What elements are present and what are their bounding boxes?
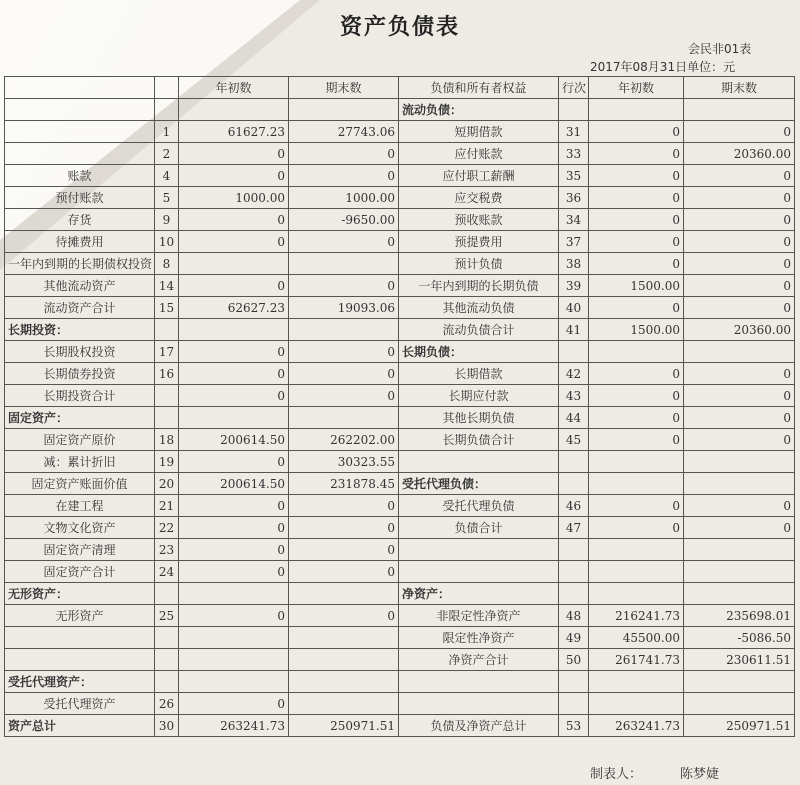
- table-row: [5, 363, 795, 385]
- liability-name: 预收账款: [399, 209, 559, 231]
- liability-row-no: 48: [559, 605, 589, 627]
- liability-begin-value: 1500.00: [589, 319, 684, 341]
- asset-name: [5, 627, 155, 649]
- liability-row-no: 33: [559, 143, 589, 165]
- asset-end-value: 0: [289, 363, 399, 385]
- liability-end-header: 期末数: [684, 77, 795, 99]
- table-row: [5, 605, 795, 627]
- asset-name: 文物文化资产: [5, 517, 155, 539]
- table-row: [5, 319, 795, 341]
- liability-end-value: [684, 451, 795, 473]
- table-row: [5, 341, 795, 363]
- liability-begin-value: 0: [589, 165, 684, 187]
- liability-end-value: [684, 99, 795, 121]
- table-row: [5, 297, 795, 319]
- liability-row-no: [559, 451, 589, 473]
- asset-name: 存货: [5, 209, 155, 231]
- asset-name: 固定资产原价: [5, 429, 155, 451]
- asset-row-no: 22: [155, 517, 179, 539]
- liability-name: 限定性净资产: [399, 627, 559, 649]
- asset-row-no: 8: [155, 253, 179, 275]
- asset-name: 固定资产合计: [5, 561, 155, 583]
- asset-end-value: [289, 627, 399, 649]
- liability-end-value: 0: [684, 517, 795, 539]
- liability-name: 应付职工薪酬: [399, 165, 559, 187]
- report-date-unit: 2017年08月31日单位：元: [590, 60, 736, 74]
- liability-name: 预计负债: [399, 253, 559, 275]
- liability-name: 应付账款: [399, 143, 559, 165]
- liability-begin-value: [589, 583, 684, 605]
- liability-name: [399, 693, 559, 715]
- asset-begin-value: 62627.23: [179, 297, 289, 319]
- liability-end-value: [684, 341, 795, 363]
- liability-end-value: 250971.51: [684, 715, 795, 737]
- asset-row-no: 20: [155, 473, 179, 495]
- asset-begin-value: 0: [179, 693, 289, 715]
- asset-begin-value: 0: [179, 451, 289, 473]
- table-row: [5, 517, 795, 539]
- liability-end-value: 0: [684, 231, 795, 253]
- table-row: [5, 693, 795, 715]
- table-row: [5, 385, 795, 407]
- liability-name: 负债合计: [399, 517, 559, 539]
- table-row: [5, 99, 795, 121]
- liability-row-no: 35: [559, 165, 589, 187]
- asset-row-no: [155, 671, 179, 693]
- liability-end-value: 0: [684, 187, 795, 209]
- asset-end-value: 250971.51: [289, 715, 399, 737]
- liability-end-value: [684, 693, 795, 715]
- asset-end-value: [289, 99, 399, 121]
- asset-begin-value: 1000.00: [179, 187, 289, 209]
- asset-end-value: 30323.55: [289, 451, 399, 473]
- asset-name: 流动资产合计: [5, 297, 155, 319]
- liability-begin-value: 0: [589, 297, 684, 319]
- asset-row-no: [155, 649, 179, 671]
- liability-row-no: 43: [559, 385, 589, 407]
- asset-row-no: 16: [155, 363, 179, 385]
- liability-begin-value: [589, 451, 684, 473]
- liability-end-value: 20360.00: [684, 319, 795, 341]
- liability-begin-header: 年初数: [589, 77, 684, 99]
- asset-end-value: [289, 649, 399, 671]
- asset-end-value: 231878.45: [289, 473, 399, 495]
- asset-row-no: 18: [155, 429, 179, 451]
- asset-name: 在建工程: [5, 495, 155, 517]
- asset-row-no: [155, 319, 179, 341]
- liability-name: 其他流动负债: [399, 297, 559, 319]
- table-row: [5, 671, 795, 693]
- liability-name: 受托代理负债: [399, 495, 559, 517]
- liability-begin-value: [589, 473, 684, 495]
- asset-end-value: 0: [289, 517, 399, 539]
- asset-begin-value: 0: [179, 209, 289, 231]
- liability-end-value: [684, 539, 795, 561]
- asset-begin-value: 0: [179, 495, 289, 517]
- liability-name: [399, 671, 559, 693]
- asset-row-no: 25: [155, 605, 179, 627]
- asset-end-value: 0: [289, 275, 399, 297]
- asset-name: 固定资产：: [5, 407, 155, 429]
- liability-name: 长期负债合计: [399, 429, 559, 451]
- asset-row-no: 26: [155, 693, 179, 715]
- asset-row-no: 19: [155, 451, 179, 473]
- liability-row-no: [559, 341, 589, 363]
- asset-row-no: [155, 385, 179, 407]
- asset-name: 账款: [5, 165, 155, 187]
- page-title: 资产负债表: [339, 14, 460, 40]
- asset-name: 待摊费用: [5, 231, 155, 253]
- asset-row-no: 23: [155, 539, 179, 561]
- asset-name: 预付账款: [5, 187, 155, 209]
- asset-begin-value: 0: [179, 275, 289, 297]
- preparer-label: 制表人：: [590, 767, 643, 782]
- liability-row-no: [559, 561, 589, 583]
- asset-end-value: 0: [289, 495, 399, 517]
- liability-name: 短期借款: [399, 121, 559, 143]
- liability-name: [399, 451, 559, 473]
- liability-row-no: 39: [559, 275, 589, 297]
- liability-row-no: 41: [559, 319, 589, 341]
- table-row: [5, 495, 795, 517]
- liability-name: 长期应付款: [399, 385, 559, 407]
- asset-name: 一年内到期的长期债权投资: [5, 253, 155, 275]
- asset-end-value: 0: [289, 561, 399, 583]
- liability-begin-value: 0: [589, 517, 684, 539]
- asset-name: [5, 121, 155, 143]
- liability-row-no: [559, 473, 589, 495]
- asset-row-no: 9: [155, 209, 179, 231]
- asset-row-no: 24: [155, 561, 179, 583]
- liability-name: [399, 539, 559, 561]
- asset-name: [5, 99, 155, 121]
- asset-begin-value: 0: [179, 605, 289, 627]
- liability-begin-value: 0: [589, 209, 684, 231]
- asset-end-value: 0: [289, 165, 399, 187]
- liability-row-no: [559, 671, 589, 693]
- asset-end-value: 262202.00: [289, 429, 399, 451]
- liability-name: 受托代理负债：: [399, 473, 559, 495]
- liability-name-header: 负债和所有者权益: [399, 77, 559, 99]
- liability-end-value: 0: [684, 275, 795, 297]
- liability-end-value: 0: [684, 297, 795, 319]
- asset-end-value: 0: [289, 385, 399, 407]
- asset-begin-value: 0: [179, 341, 289, 363]
- liability-begin-value: 0: [589, 253, 684, 275]
- asset-name: [5, 649, 155, 671]
- asset-end-value: 0: [289, 539, 399, 561]
- asset-begin-value: [179, 649, 289, 671]
- asset-name: 减：累计折旧: [5, 451, 155, 473]
- liability-begin-value: 45500.00: [589, 627, 684, 649]
- asset-name: 固定资产账面价值: [5, 473, 155, 495]
- liability-row-no: 36: [559, 187, 589, 209]
- liability-begin-value: 0: [589, 231, 684, 253]
- asset-name: 无形资产：: [5, 583, 155, 605]
- table-row: [5, 143, 795, 165]
- liability-row-no: [559, 583, 589, 605]
- table-row: [5, 231, 795, 253]
- liability-row-no: 49: [559, 627, 589, 649]
- liability-name: 一年内到期的长期负债: [399, 275, 559, 297]
- liability-name: 其他长期负债: [399, 407, 559, 429]
- table-row: [5, 407, 795, 429]
- table-row: [5, 539, 795, 561]
- asset-row-no-header: [155, 77, 179, 99]
- preparer-name: 陈梦婕: [680, 767, 720, 782]
- asset-name: 长期债券投资: [5, 363, 155, 385]
- liability-end-value: 0: [684, 165, 795, 187]
- liability-row-no: 44: [559, 407, 589, 429]
- asset-name: 长期投资合计: [5, 385, 155, 407]
- liability-begin-value: 261741.73: [589, 649, 684, 671]
- liability-begin-value: [589, 693, 684, 715]
- liability-begin-value: 0: [589, 363, 684, 385]
- form-code: 会民非01表: [688, 42, 752, 56]
- asset-end-value: 19093.06: [289, 297, 399, 319]
- asset-begin-value: 0: [179, 385, 289, 407]
- liability-name: [399, 561, 559, 583]
- asset-name: 长期股权投资: [5, 341, 155, 363]
- asset-name: 其他流动资产: [5, 275, 155, 297]
- asset-row-no: 21: [155, 495, 179, 517]
- table-header-row: [5, 77, 795, 99]
- asset-name: 无形资产: [5, 605, 155, 627]
- liability-name: 非限定性净资产: [399, 605, 559, 627]
- liability-name: 流动负债：: [399, 99, 559, 121]
- table-row: [5, 583, 795, 605]
- asset-name: 资产总计: [5, 715, 155, 737]
- liability-end-value: 20360.00: [684, 143, 795, 165]
- liability-name: 应交税费: [399, 187, 559, 209]
- asset-begin-header: 年初数: [179, 77, 289, 99]
- liability-name: 净资产：: [399, 583, 559, 605]
- liability-row-no: 45: [559, 429, 589, 451]
- asset-row-no: 2: [155, 143, 179, 165]
- table-row: [5, 275, 795, 297]
- liability-end-value: 0: [684, 121, 795, 143]
- asset-row-no: [155, 99, 179, 121]
- liability-end-value: 0: [684, 385, 795, 407]
- asset-row-no: 14: [155, 275, 179, 297]
- liability-row-no: 47: [559, 517, 589, 539]
- liability-begin-value: [589, 561, 684, 583]
- liability-row-no: 50: [559, 649, 589, 671]
- asset-row-no: 4: [155, 165, 179, 187]
- asset-end-value: [289, 407, 399, 429]
- table-row: [5, 649, 795, 671]
- asset-row-no: [155, 407, 179, 429]
- liability-begin-value: 216241.73: [589, 605, 684, 627]
- asset-end-value: [289, 319, 399, 341]
- liability-end-value: [684, 671, 795, 693]
- asset-end-value: 0: [289, 341, 399, 363]
- asset-end-value: 0: [289, 231, 399, 253]
- asset-begin-value: [179, 319, 289, 341]
- liability-end-value: [684, 473, 795, 495]
- asset-row-no: 10: [155, 231, 179, 253]
- asset-begin-value: 200614.50: [179, 429, 289, 451]
- asset-end-header: 期末数: [289, 77, 399, 99]
- liability-row-no: 37: [559, 231, 589, 253]
- asset-name: 长期投资：: [5, 319, 155, 341]
- asset-begin-value: 0: [179, 143, 289, 165]
- asset-name: 受托代理资产: [5, 693, 155, 715]
- asset-begin-value: [179, 99, 289, 121]
- liability-row-no: 31: [559, 121, 589, 143]
- table-row: [5, 121, 795, 143]
- asset-begin-value: [179, 627, 289, 649]
- liability-begin-value: 0: [589, 429, 684, 451]
- liability-end-value: 0: [684, 363, 795, 385]
- asset-row-no: 1: [155, 121, 179, 143]
- liability-row-no: [559, 99, 589, 121]
- liability-end-value: 0: [684, 407, 795, 429]
- asset-row-no: [155, 627, 179, 649]
- asset-name: [5, 143, 155, 165]
- liability-name: 负债及净资产总计: [399, 715, 559, 737]
- table-row: [5, 715, 795, 737]
- liability-name: 长期借款: [399, 363, 559, 385]
- asset-end-value: [289, 693, 399, 715]
- asset-name: 固定资产清理: [5, 539, 155, 561]
- asset-row-no: 17: [155, 341, 179, 363]
- liability-begin-value: 1500.00: [589, 275, 684, 297]
- liability-end-value: 0: [684, 253, 795, 275]
- asset-end-value: [289, 671, 399, 693]
- liability-end-value: 0: [684, 209, 795, 231]
- asset-begin-value: [179, 583, 289, 605]
- asset-row-no: 15: [155, 297, 179, 319]
- asset-end-value: [289, 583, 399, 605]
- asset-end-value: 0: [289, 605, 399, 627]
- asset-begin-value: 0: [179, 363, 289, 385]
- liability-name: 长期负债：: [399, 341, 559, 363]
- asset-name: 受托代理资产：: [5, 671, 155, 693]
- asset-begin-value: 61627.23: [179, 121, 289, 143]
- liability-end-value: 0: [684, 495, 795, 517]
- table-row: [5, 209, 795, 231]
- liability-begin-value: [589, 341, 684, 363]
- table-row: [5, 253, 795, 275]
- table-row: [5, 561, 795, 583]
- liability-end-value: 0: [684, 429, 795, 451]
- liability-end-value: [684, 583, 795, 605]
- liability-begin-value: 0: [589, 495, 684, 517]
- liability-begin-value: 0: [589, 407, 684, 429]
- asset-row-no: 30: [155, 715, 179, 737]
- liability-row-no: 34: [559, 209, 589, 231]
- asset-begin-value: [179, 407, 289, 429]
- liability-row-no: [559, 693, 589, 715]
- liability-row-no: [559, 539, 589, 561]
- liability-end-value: [684, 561, 795, 583]
- liability-begin-value: [589, 99, 684, 121]
- table-row: [5, 473, 795, 495]
- liability-end-value: 230611.51: [684, 649, 795, 671]
- asset-row-no: 5: [155, 187, 179, 209]
- asset-begin-value: 0: [179, 561, 289, 583]
- asset-begin-value: 0: [179, 539, 289, 561]
- table-row: [5, 451, 795, 473]
- liability-begin-value: 0: [589, 143, 684, 165]
- table-row: [5, 627, 795, 649]
- table-row: [5, 429, 795, 451]
- liability-begin-value: 0: [589, 121, 684, 143]
- asset-end-value: -9650.00: [289, 209, 399, 231]
- asset-begin-value: [179, 671, 289, 693]
- asset-end-value: 27743.06: [289, 121, 399, 143]
- asset-begin-value: 200614.50: [179, 473, 289, 495]
- liability-begin-value: 0: [589, 187, 684, 209]
- liability-row-no: 38: [559, 253, 589, 275]
- asset-end-value: [289, 253, 399, 275]
- asset-row-no: [155, 583, 179, 605]
- liability-end-value: 235698.01: [684, 605, 795, 627]
- liability-name: 净资产合计: [399, 649, 559, 671]
- liability-name: 预提费用: [399, 231, 559, 253]
- liability-begin-value: [589, 671, 684, 693]
- asset-begin-value: 0: [179, 165, 289, 187]
- asset-begin-value: 263241.73: [179, 715, 289, 737]
- liability-row-no: 40: [559, 297, 589, 319]
- liability-begin-value: [589, 539, 684, 561]
- table-row: [5, 165, 795, 187]
- liability-row-no: 42: [559, 363, 589, 385]
- asset-end-value: 0: [289, 143, 399, 165]
- asset-end-value: 1000.00: [289, 187, 399, 209]
- liability-begin-value: 0: [589, 385, 684, 407]
- liability-row-no: 46: [559, 495, 589, 517]
- liability-end-value: -5086.50: [684, 627, 795, 649]
- liability-row-no: 53: [559, 715, 589, 737]
- table-row: [5, 187, 795, 209]
- asset-begin-value: 0: [179, 231, 289, 253]
- asset-begin-value: [179, 253, 289, 275]
- balance-sheet-table: [4, 76, 795, 737]
- liability-begin-value: 263241.73: [589, 715, 684, 737]
- asset-name-header: [5, 77, 155, 99]
- asset-begin-value: 0: [179, 517, 289, 539]
- liability-name: 流动负债合计: [399, 319, 559, 341]
- liability-row-no-header: 行次: [559, 77, 589, 99]
